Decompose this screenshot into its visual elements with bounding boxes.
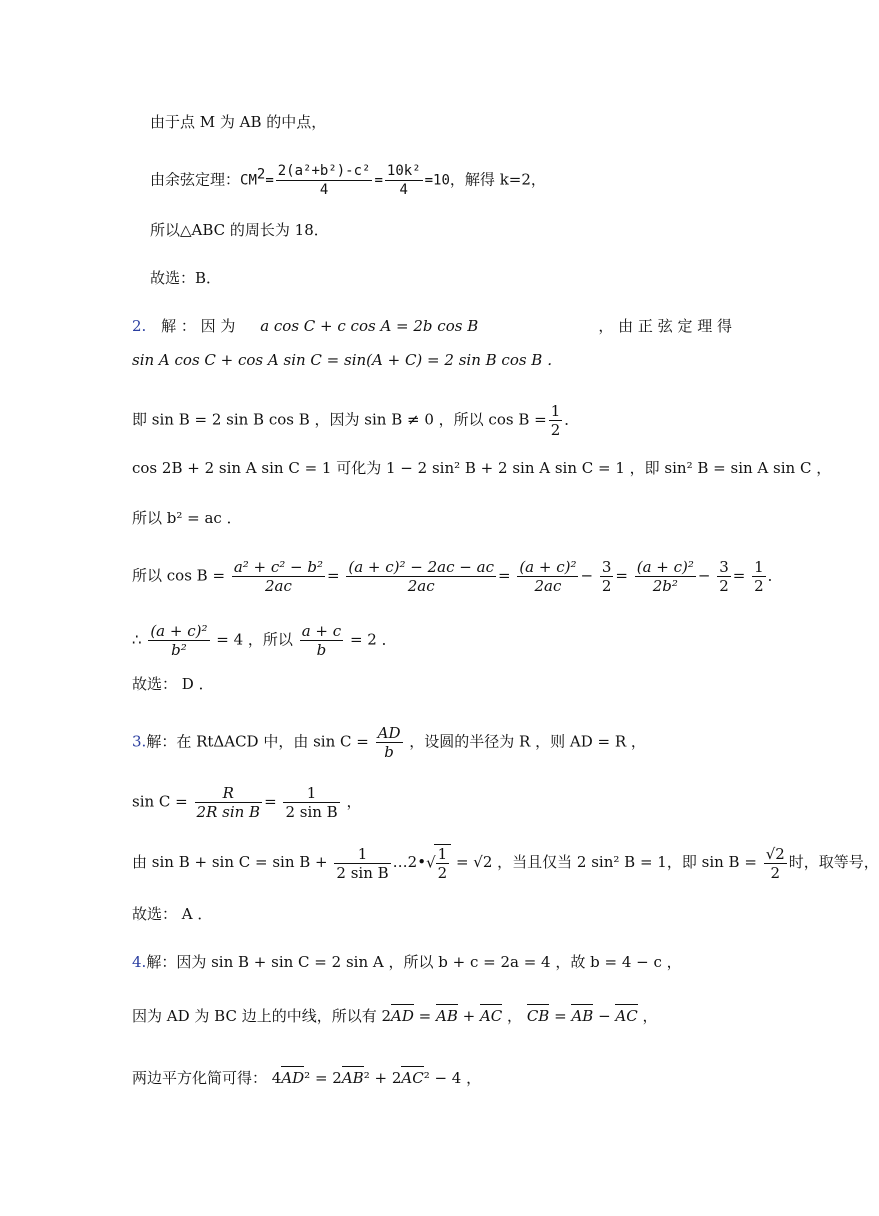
text: ，解得 k=2， — [449, 170, 546, 189]
cosine-law-line: 由余弦定理：$CM^2=$ $\frac{\text{2(a²+b²)-c²}}{4}$ = $\frac{\text{10k²}}{4}$ =10，解得 k=2， — [150, 163, 546, 198]
vector-line: 因为 AD 为 BC 边上的中线，所以有 2AD = AB + AC ， CB = AB − AC ， — [132, 1004, 658, 1026]
answer-line: 故选： D ． — [132, 675, 214, 693]
math-line: sin C = $\frac{R}{\text{2R sin B}}$ = $\frac{1}{\text{2 sin B}}$ ， — [132, 784, 362, 821]
fraction: $\frac{\text{2(a²+b²)-c²}}{4}$ — [277, 163, 371, 198]
math-line: ∴ $\frac{\text{(a + c)²}}{\text{b²}}$ = 4 ，所以 $\frac{a + c}{b}$ = 2 ． — [132, 622, 397, 659]
math-line: cos 2B + 2 sin A sin C = 1 可化为 1 − 2 sin² B + 2 sin A sin C = 1 ，即 sin² B = sin A sin C ， — [132, 459, 832, 477]
problem-number: 4. — [132, 953, 147, 971]
math-line: sin A cos C + cos A sin C = sin(A + C) = 2 sin B cos B ． — [132, 351, 563, 369]
answer-line: 故选：B． — [150, 269, 222, 287]
math-line: 即 sin B = 2 sin B cos B ，因为 sin B ≠ 0 ，所以 cos B = $\frac{1}{2}$ ． — [132, 402, 580, 439]
math-line: 由 sin B + sin C = sin B + $\frac{1}{\text{2 sin B}}$ …2•√ $\frac{1}{2}$ = √2 ，当且仅当 2 sin² B = 1，即 sin B = $\frac{√2}{2}$ 时，取等号， — [132, 844, 879, 882]
problem-number: 2. — [132, 317, 147, 335]
text-line: 所以△ABC 的周长为 18． — [150, 221, 329, 239]
problem-4-line: 4.解：因为 sin B + sin C = 2 sin A ，所以 b + c = 2a = 4 ，故 b = 4 − c ， — [132, 953, 682, 971]
fraction: $\frac{\text{10k²}}{4}$ — [386, 163, 421, 198]
problem-number: 3. — [132, 732, 147, 751]
answer-line: 故选： A ． — [132, 905, 213, 923]
text: 由余弦定理： — [150, 170, 241, 189]
cm-label: CM — [240, 172, 257, 189]
math-line: 所以 b² = ac ． — [132, 509, 242, 527]
text-line: 由于点 M 为 AB 的中点， — [150, 113, 327, 131]
math-line: 所以 cos B = $\frac{\text{a² + c² − b²}}{2ac}$ = $\frac{\text{(a + c)² − 2ac − ac}}{2ac}$ = $\frac{\text{(a + c)²}}{2ac}$ − $\frac{3}{2}$ = $\frac{\text{(a + c)²}}{\text{2b²}}$ − $\frac{3}{2}$ = $\frac{1}{2}$ ． — [132, 558, 783, 595]
problem-3-line: 3.解：在 RtΔACD 中，由 sin C = $\frac{AD}{b}$ ，设圆的半径为 R ，则 AD = R ， — [132, 724, 646, 761]
vector-line: 两边平方化简可得： 4AD² = 2AB² + 2AC² − 4 ， — [132, 1066, 481, 1088]
problem-2-line: 2. 解 ： 因 为 a cos C + c cos A = 2b cos B ， 由 正 弦 定 理 得 — [132, 317, 732, 335]
